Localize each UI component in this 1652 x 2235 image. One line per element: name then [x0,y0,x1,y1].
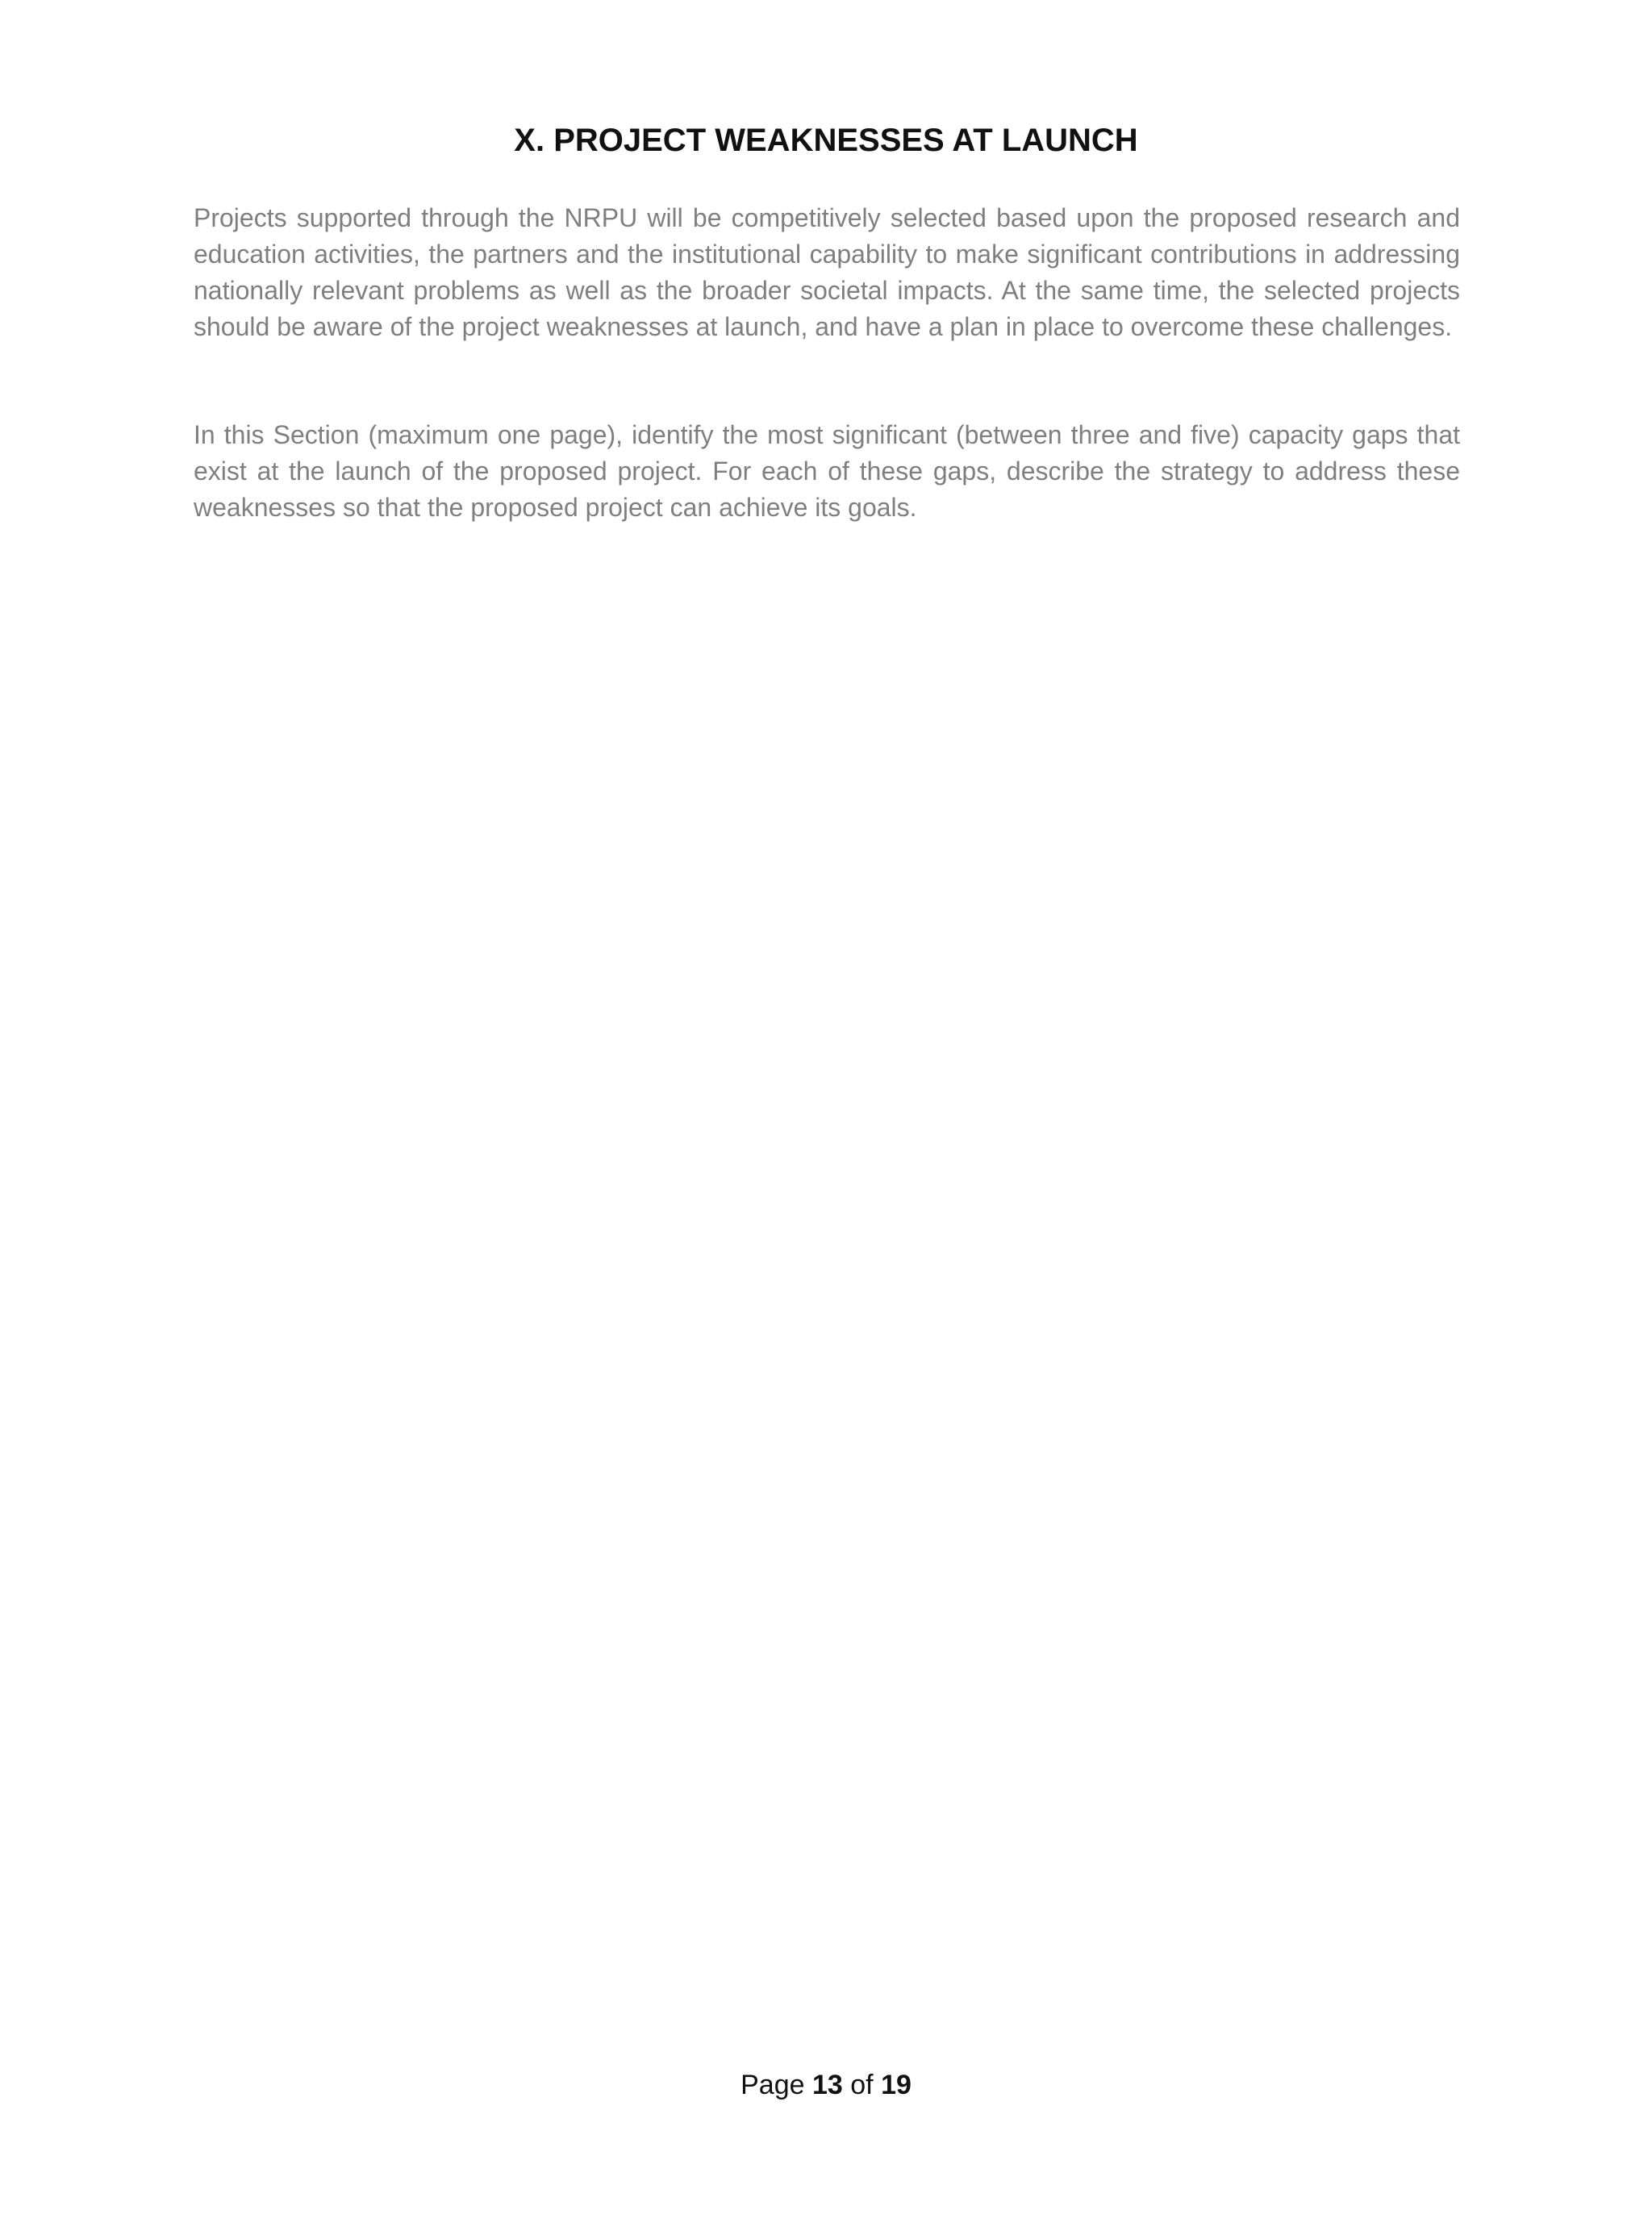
section-title: X. PROJECT WEAKNESSES AT LAUNCH [514,123,1138,158]
of-label: of [850,2070,874,2100]
page-number-footer [0,2067,1652,2103]
current-page-number: 13 [811,2070,843,2100]
instructions-paragraph: In this Section (maximum one page), identify the most significant (between three and five) capacity gaps that exist at the launch of the proposed project. For each of these gaps, describe the strategy to address these weaknesses so that the proposed project can achieve its goals. [194,420,1460,522]
page-label: Page [740,2070,805,2100]
intro-paragraph: Projects supported through the NRPU will be competitively selected based upon the proposed research and education activities, the partners and the institutional capability to make significant contributions in addressing nationally relevant problems as well as the broader societal impacts. At the same time, the selected projects should be aware of the project weaknesses at launch, and have a plan in place to overcome these challenges. [194,203,1460,341]
total-pages-number: 19 [881,2070,912,2100]
